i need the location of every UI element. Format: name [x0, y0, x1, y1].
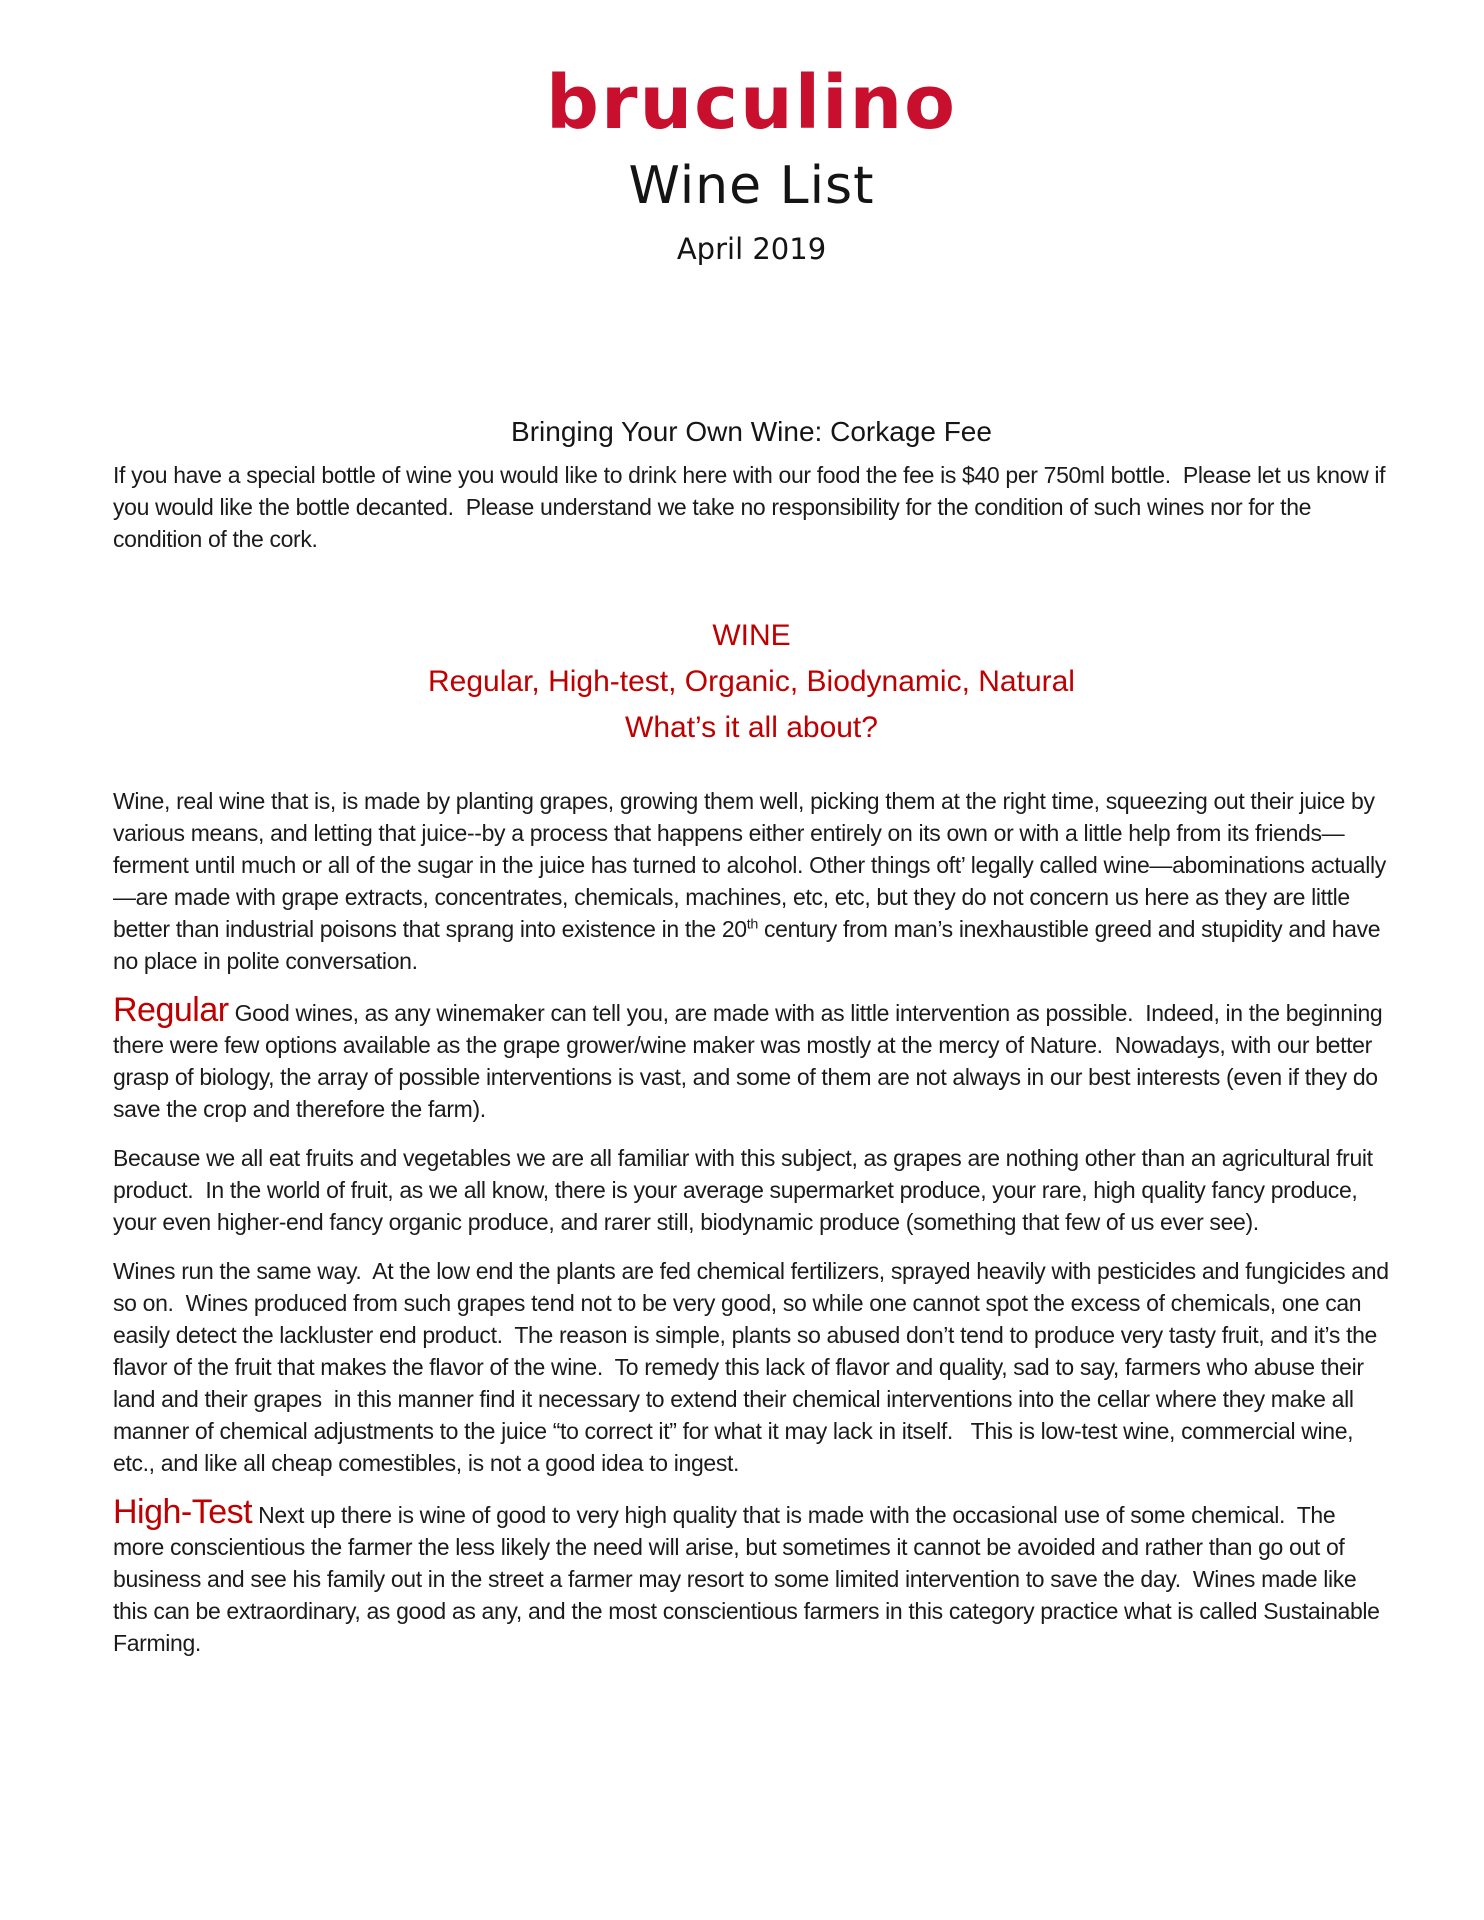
document-title: Wine List — [628, 156, 875, 216]
wine-heading-line-3: What’s it all about? — [625, 711, 878, 744]
restaurant-logo: bruculino — [546, 60, 957, 146]
document-date: April 2019 — [676, 232, 827, 266]
intro-text-after-superscript: century from man’s inexhaustible greed and stupidity and have no place in polite conversation. — [113, 916, 1387, 974]
fruit-comparison-paragraph: Because we all eat fruits and vegetables we are all familiar with this subject, as grapes are nothing other than an agricultural fruit product. In the world of fruit, as we all know, there is your average supermarket produce, your rare, high quality fancy produce, your even higher-end fancy organic produce, and rarer still, biodynamic produce (something that few of us ever see). — [113, 1145, 1379, 1235]
high-test-paragraph — [113, 1493, 1390, 1659]
ordinal-superscript: th — [746, 916, 758, 933]
wine-heading-line-1: WINE — [712, 619, 791, 652]
intro-text-before-superscript: Wine, real wine that is, is made by planting grapes, growing them well, picking them at the right time, squeezing out their juice by various means, and letting that juice--by a process that happens either entirely on its own or with a little help from its friends—ferment until much or all of the sugar in the juice has turned to alcohol. Other things oft’ legally called wine—abominations actually—are made with grape extracts, concentrates, chemicals, machines, etc, etc, but they do not concern us here as they are little better than industrial poisons that sprang into existence in the 20 — [113, 788, 1386, 942]
high-test-run-in-heading: High-Test — [113, 1493, 253, 1531]
wine-section-heading — [113, 613, 1390, 751]
high-test-paragraph-text: Next up there is wine of good to very high quality that is made with the occasional use of some chemical. The more conscientious the farmer the less likely the need will arise, but sometimes it cannot be avoided and rather than go out of business and see his family out in the street a farmer may resort to some limited intervention to save the day. Wines made like this can be extraordinary, as good as any, and the most conscientious farmers in this category practice what is called Sustainable Farming. — [113, 1502, 1386, 1656]
document-content — [0, 60, 1484, 1659]
wines-run-same-way-paragraph: Wines run the same way. At the low end the plants are fed chemical fertilizers, sprayed heavily with pesticides and fungicides and so on. Wines produced from such grapes tend not to be very good, so while one cannot spot the excess of chemicals, one can easily detect the lackluster end product. The reason is simple, plants so abused don’t tend to produce very tasty fruit, and it’s the flavor of the fruit that makes the flavor of the wine. To remedy this lack of flavor and quality, sad to say, farmers who abuse their land and their grapes in this manner find it necessary to extend their chemical interventions into the cellar where they make all manner of chemical adjustments to the juice “to correct it” for what it may lack in itself. This is low-test wine, commercial wine, etc., and like all cheap comestibles, is not a good idea to ingest. — [113, 1258, 1395, 1476]
regular-paragraph-text: Good wines, as any winemaker can tell you, are made with as little intervention as possible. Indeed, in the beginning there were few options available as the grape grower/wine maker was mostly at the mercy of Nature. Nowadays, with our better grasp of biology, the array of possible interventions is vast, and some of them are not always in our best interests (even if they do save the crop and therefore the farm). — [113, 1000, 1389, 1122]
regular-run-in-heading: Regular — [113, 991, 229, 1029]
wine-intro-paragraph — [113, 785, 1390, 977]
wine-heading-line-2: Regular, High-test, Organic, Biodynamic, Natural — [428, 665, 1075, 698]
corkage-paragraph: If you have a special bottle of wine you would like to drink here with our food the fee is $40 per 750ml bottle. Please let us know if you would like the bottle decanted. Please understand we take no responsibility for the condition of such wines nor for the condition of the cork. — [113, 462, 1392, 552]
regular-paragraph — [113, 991, 1390, 1125]
corkage-section-heading: Bringing Your Own Wine: Corkage Fee — [511, 416, 992, 447]
